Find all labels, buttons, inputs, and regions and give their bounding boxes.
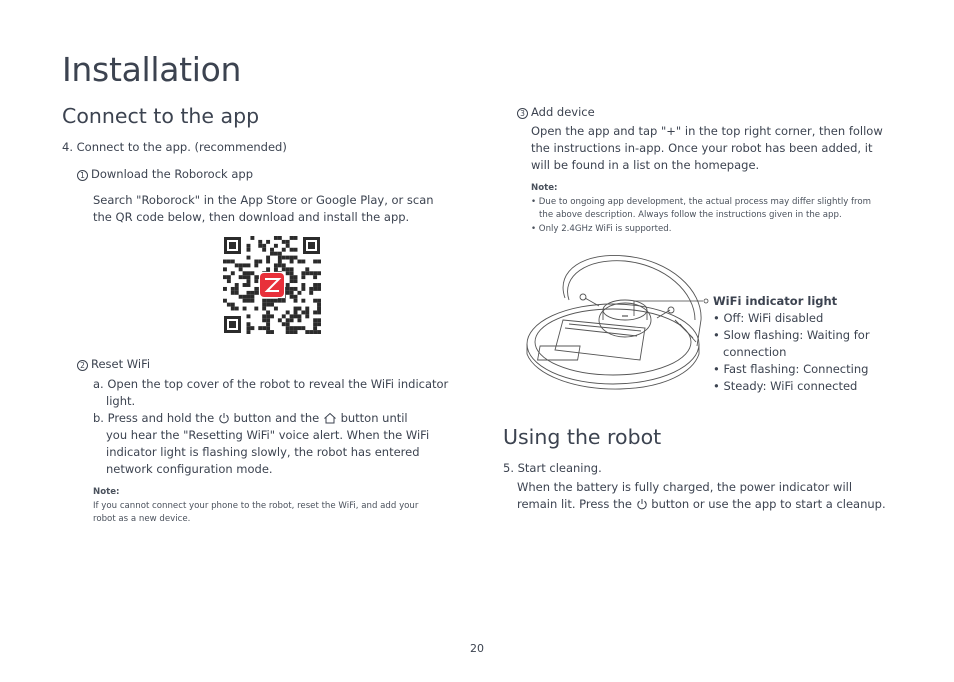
add-device-line-2: the instructions in-app. Once your robot has been added, it (531, 141, 873, 155)
robot-illustration (525, 250, 715, 390)
reset-a-line-2: light. (106, 394, 136, 408)
step-4: 4. Connect to the app. (recommended) (62, 140, 287, 154)
add-device-line-1: Open the app and tap "+" in the top right corner, then follow (531, 124, 883, 138)
reset-b-mid: button and the (233, 411, 320, 425)
page-title: Installation (62, 50, 242, 89)
wifi-indicator-legend (713, 293, 870, 395)
step-5: 5. Start cleaning. (503, 461, 602, 475)
power-icon (218, 412, 230, 424)
wifi-state-slow-line-1: • Slow flashing: Waiting for (713, 328, 870, 342)
reset-b-pre: b. Press and hold the (93, 411, 215, 425)
substep-reset (77, 356, 150, 373)
connect-note-line-2: robot as a new device. (93, 514, 191, 524)
add-device-note-label: Note: (531, 183, 558, 193)
start-cleaning-instructions (517, 479, 886, 513)
section-heading-connect: Connect to the app (62, 104, 260, 128)
reset-b-line-4: network configuration mode. (106, 462, 273, 476)
reset-b-line-2: you hear the "Resetting WiFi" voice alert. When the WiFi (106, 428, 430, 442)
reset-b-line-3: indicator light is flashing slowly, the robot has entered (106, 445, 420, 459)
add-device-note (531, 182, 871, 236)
add-device-instructions (531, 123, 883, 174)
section-heading-using: Using the robot (503, 425, 662, 449)
download-line-2: the QR code below, then download and install the app. (93, 210, 410, 224)
reset-a-line-1: a. Open the top cover of the robot to reveal the WiFi indicator (93, 377, 449, 391)
circled-number-1: 1 (77, 170, 88, 181)
home-icon (323, 412, 337, 424)
power-icon (636, 498, 648, 510)
reset-step-b (93, 410, 429, 478)
wifi-indicator-title: WiFi indicator light (713, 294, 838, 308)
substep-reset-title: Reset WiFi (91, 357, 151, 371)
add-device-note-2: • Only 2.4GHz WiFi is supported. (531, 223, 672, 234)
wifi-state-fast: • Fast flashing: Connecting (713, 362, 869, 376)
connect-note-line-1: If you cannot connect your phone to the robot, reset the WiFi, and add your (93, 500, 419, 511)
substep-download (77, 166, 253, 183)
add-device-note-1-line-1: • Due to ongoing app development, the actual process may differ slightly from (531, 196, 872, 207)
circled-number-3: 3 (517, 108, 528, 119)
download-instructions (93, 192, 434, 226)
leader-line (630, 296, 710, 320)
download-line-1: Search "Roborock" in the App Store or Google Play, or scan (93, 193, 434, 207)
start-cleaning-line-1: When the battery is fully charged, the power indicator will (517, 480, 853, 494)
add-device-line-3: will be found in a list on the homepage. (531, 158, 760, 172)
wifi-state-off: • Off: WiFi disabled (713, 311, 824, 325)
substep-download-title: Download the Roborock app (91, 167, 253, 181)
circled-number-2: 2 (77, 360, 88, 371)
connect-note (93, 486, 418, 527)
start-cleaning-pre: remain lit. Press the (517, 497, 632, 511)
start-cleaning-post: button or use the app to start a cleanup. (651, 497, 886, 511)
substep-add-device-title: Add device (531, 105, 595, 119)
wifi-state-slow-line-2: connection (723, 345, 787, 359)
substep-add-device (517, 104, 595, 121)
page-number: 20 (470, 642, 484, 655)
wifi-state-steady: • Steady: WiFi connected (713, 379, 858, 393)
qr-code (223, 236, 321, 334)
add-device-note-1-line-2: the above description. Always follow the instructions given in the app. (539, 210, 842, 220)
reset-step-a (93, 376, 448, 410)
reset-b-post: button until (340, 411, 408, 425)
connect-note-label: Note: (93, 487, 120, 497)
